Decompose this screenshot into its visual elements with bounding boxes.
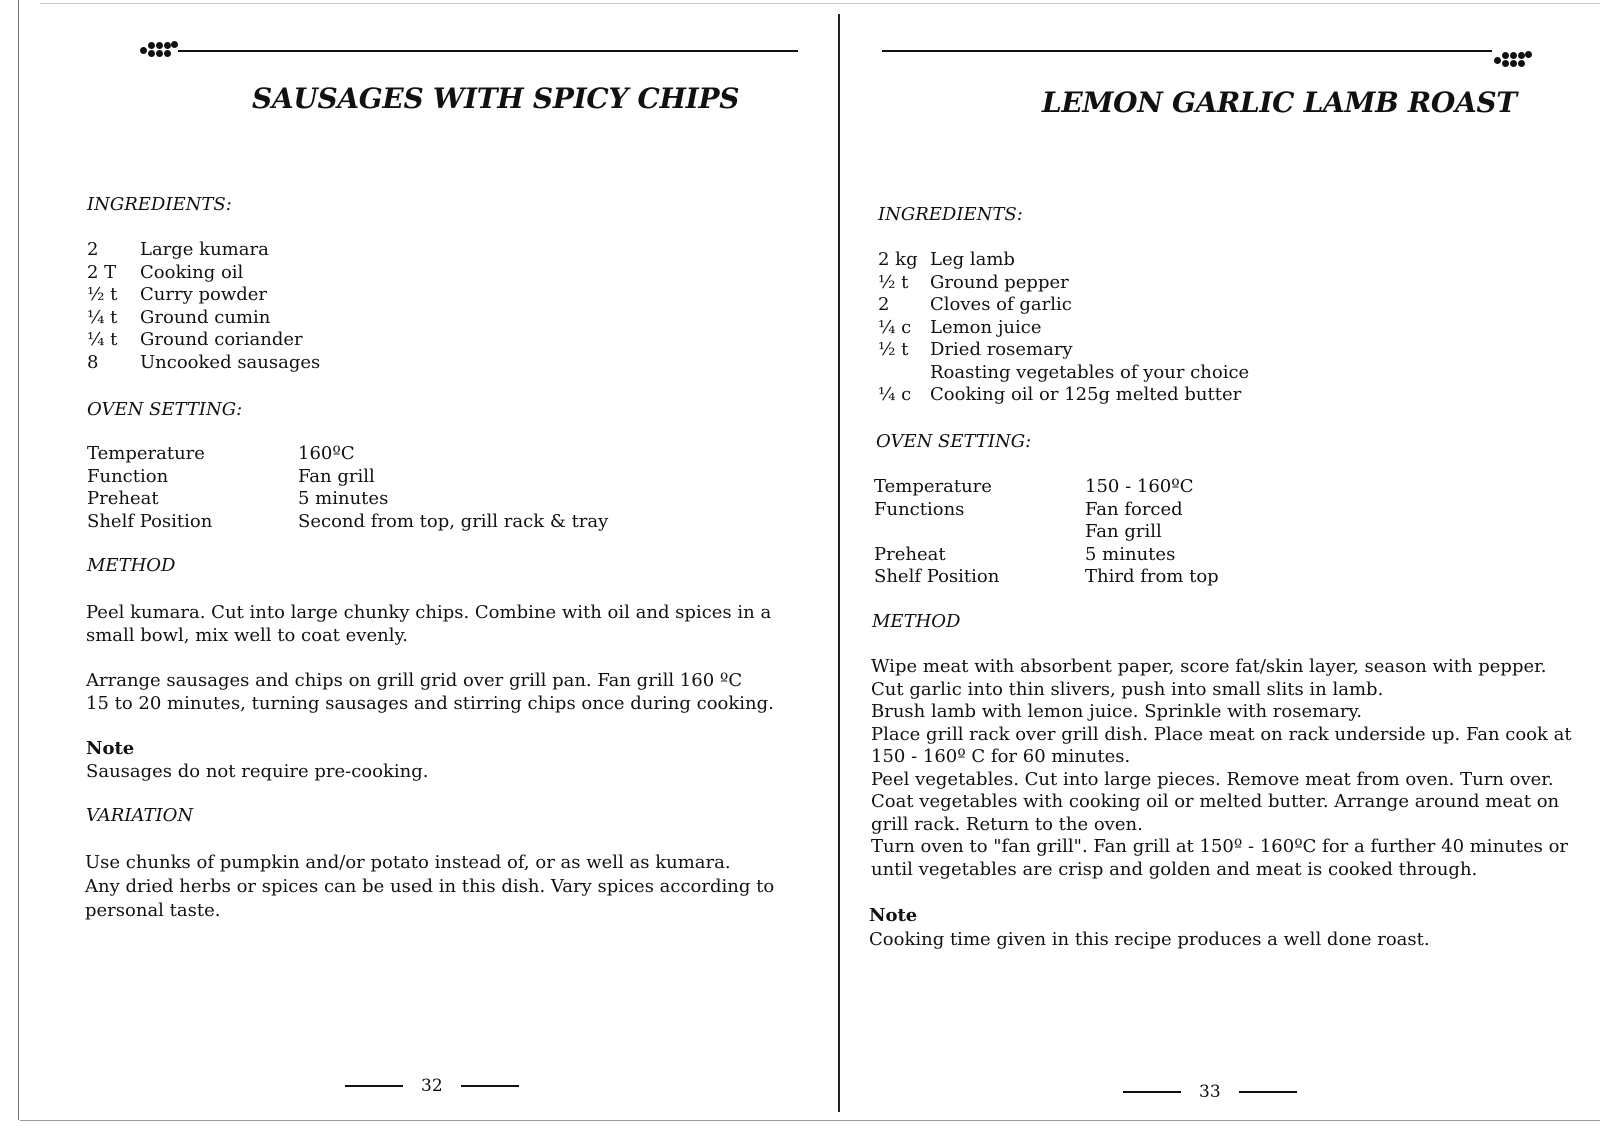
ingredient-row-key: 2 xyxy=(878,294,890,315)
method-heading: METHOD xyxy=(87,555,176,576)
ingredient-row-key: 2 T xyxy=(87,261,117,283)
method-line: Peel kumara. Cut into large chunky chips. Combine with oil and spices in a xyxy=(86,602,772,623)
ingredient-row-value: Cooking oil xyxy=(140,261,244,283)
ingredients-list xyxy=(87,239,320,374)
ingredient-row-key: ¼ c xyxy=(878,384,912,405)
method-paragraph xyxy=(871,656,1572,881)
ingredient-row xyxy=(878,294,1249,317)
method-heading: METHOD xyxy=(872,611,961,632)
oven-setting-row-value: 160ºC xyxy=(298,443,355,464)
oven-setting-row-value: 5 minutes xyxy=(298,488,389,509)
ingredient-row-value: Ground cumin xyxy=(140,306,271,328)
oven-setting-row xyxy=(87,466,608,489)
ingredient-row xyxy=(878,249,1249,272)
oven-setting-row xyxy=(874,499,1219,522)
oven-setting-row xyxy=(874,476,1219,499)
page-number xyxy=(1123,1082,1297,1102)
method-line: Wipe meat with absorbent paper, score fat/skin layer, season with pepper. xyxy=(871,656,1547,677)
page-number-text: 33 xyxy=(1199,1082,1221,1102)
folio-dash xyxy=(345,1085,403,1087)
note-heading: Note xyxy=(86,738,135,759)
ingredient-row xyxy=(87,352,320,375)
method-line: Place grill rack over grill dish. Place meat on rack underside up. Fan cook at xyxy=(871,723,1572,745)
ingredient-row xyxy=(87,307,320,330)
oven-setting-row-key: Shelf Position xyxy=(87,510,213,532)
ingredient-row-key: ¼ c xyxy=(878,316,912,338)
ingredient-row-key: ¼ t xyxy=(87,306,118,328)
ingredient-row xyxy=(878,384,1249,407)
ingredient-row-key: ½ t xyxy=(878,339,909,360)
recipe-title: LEMON GARLIC LAMB ROAST xyxy=(1042,86,1517,119)
method-line: 150 - 160º C for 60 minutes. xyxy=(871,746,1131,767)
ingredient-row-key xyxy=(878,362,930,385)
ingredient-row-key: 2 kg xyxy=(878,249,918,270)
ingredient-row-key: 8 xyxy=(87,351,99,373)
header-rule xyxy=(882,50,1492,52)
ingredient-row-value: Curry powder xyxy=(140,284,268,305)
recipe-title: SAUSAGES WITH SPICY CHIPS xyxy=(252,82,740,115)
oven-setting-row xyxy=(87,443,608,466)
ingredient-row xyxy=(87,284,320,307)
page-number xyxy=(345,1076,519,1096)
method-line: Coat vegetables with cooking oil or melted butter. Arrange around meat on xyxy=(871,791,1560,812)
ingredient-row-value: Lemon juice xyxy=(930,316,1042,338)
ingredient-row xyxy=(878,272,1249,295)
variation-line: personal taste. xyxy=(85,900,221,921)
oven-setting-row-value: 5 minutes xyxy=(1085,543,1176,565)
oven-setting-heading: OVEN SETTING: xyxy=(876,431,1032,452)
oven-settings-table xyxy=(874,476,1219,589)
oven-setting-row-key: Temperature xyxy=(87,443,205,464)
ingredients-heading: INGREDIENTS: xyxy=(87,194,232,215)
variation-line: Any dried herbs or spices can be used in this dish. Vary spices according to xyxy=(85,876,775,897)
oven-setting-row xyxy=(874,544,1219,567)
ingredient-row-key: ¼ t xyxy=(87,329,118,350)
oven-setting-row-value: Second from top, grill rack & tray xyxy=(298,510,609,532)
oven-setting-row xyxy=(87,488,608,511)
ingredient-row-value: Cloves of garlic xyxy=(930,294,1072,315)
right-page xyxy=(840,0,1600,1129)
oven-setting-row-value: Fan grill xyxy=(1085,521,1162,542)
method-line: Cut garlic into thin slivers, push into small slits in lamb. xyxy=(871,678,1384,700)
method-paragraph xyxy=(86,602,771,647)
method-paragraph xyxy=(86,670,774,715)
folio-dash xyxy=(461,1085,519,1087)
ingredient-row xyxy=(87,262,320,285)
ingredients-heading: INGREDIENTS: xyxy=(878,204,1023,225)
ingredient-row-key: ½ t xyxy=(878,271,909,293)
ingredient-row xyxy=(878,339,1249,362)
ingredient-row-value: Dried rosemary xyxy=(930,339,1073,360)
oven-setting-heading: OVEN SETTING: xyxy=(87,399,243,420)
method-line: 15 to 20 minutes, turning sausages and stirring chips once during cooking. xyxy=(86,692,774,714)
ingredient-row xyxy=(87,329,320,352)
oven-setting-row-value: Third from top xyxy=(1085,566,1219,587)
oven-setting-row-key: Shelf Position xyxy=(874,566,1000,587)
ingredient-row-key: ½ t xyxy=(87,284,118,305)
method-line: until vegetables are crisp and golden and meat is cooked through. xyxy=(871,858,1478,880)
note-text: Cooking time given in this recipe produces a well done roast. xyxy=(869,929,1430,950)
ingredient-row-value: Roasting vegetables of your choice xyxy=(930,361,1250,383)
ornament-dots-icon xyxy=(140,38,180,60)
variation-line: Use chunks of pumpkin and/or potato instead of, or as well as kumara. xyxy=(85,852,731,873)
method-line: Peel vegetables. Cut into large pieces. Remove meat from oven. Turn over. xyxy=(871,768,1554,790)
method-line: Arrange sausages and chips on grill grid over grill pan. Fan grill 160 ºC xyxy=(86,670,743,691)
oven-setting-row xyxy=(874,521,1219,544)
ingredient-row-key: 2 xyxy=(87,239,99,260)
note-heading: Note xyxy=(869,905,918,926)
method-line: grill rack. Return to the oven. xyxy=(871,813,1143,835)
note-text: Sausages do not require pre-cooking. xyxy=(86,761,429,782)
ingredients-list xyxy=(878,249,1249,407)
folio-dash xyxy=(1123,1091,1181,1093)
variation-paragraph xyxy=(85,851,774,923)
oven-setting-row-key: Preheat xyxy=(874,543,946,565)
ornament-dots-icon xyxy=(1494,48,1534,70)
method-line: small bowl, mix well to coat evenly. xyxy=(86,624,408,646)
ingredient-row-value: Ground pepper xyxy=(930,271,1069,293)
ingredient-row-value: Large kumara xyxy=(140,239,269,260)
oven-setting-row-key xyxy=(874,521,1085,544)
ingredient-row xyxy=(878,317,1249,340)
variation-heading: VARIATION xyxy=(86,805,194,826)
oven-setting-row xyxy=(874,566,1219,589)
folio-dash xyxy=(1239,1091,1297,1093)
oven-setting-row-key: Preheat xyxy=(87,488,159,509)
oven-setting-row-value: Fan forced xyxy=(1085,498,1183,520)
method-line: Brush lamb with lemon juice. Sprinkle with rosemary. xyxy=(871,701,1363,722)
oven-setting-row-value: 150 - 160ºC xyxy=(1085,476,1194,497)
header-rule xyxy=(178,50,798,52)
ingredient-row xyxy=(87,239,320,262)
ingredient-row-value: Uncooked sausages xyxy=(140,351,321,373)
ingredient-row-value: Ground coriander xyxy=(140,329,303,350)
ingredient-row-value: Cooking oil or 125g melted butter xyxy=(930,384,1242,405)
oven-setting-row xyxy=(87,511,608,534)
page-number-text: 32 xyxy=(421,1076,443,1096)
method-line: Turn oven to "fan grill". Fan grill at 150º - 160ºC for a further 40 minutes or xyxy=(871,836,1569,857)
oven-setting-row-key: Function xyxy=(87,465,169,487)
oven-setting-row-key: Temperature xyxy=(874,476,992,497)
oven-settings-table xyxy=(87,443,608,533)
oven-setting-row-value: Fan grill xyxy=(298,465,375,487)
oven-setting-row-key: Functions xyxy=(874,498,965,520)
ingredient-row xyxy=(878,362,1249,385)
ingredient-row-value: Leg lamb xyxy=(930,249,1015,270)
